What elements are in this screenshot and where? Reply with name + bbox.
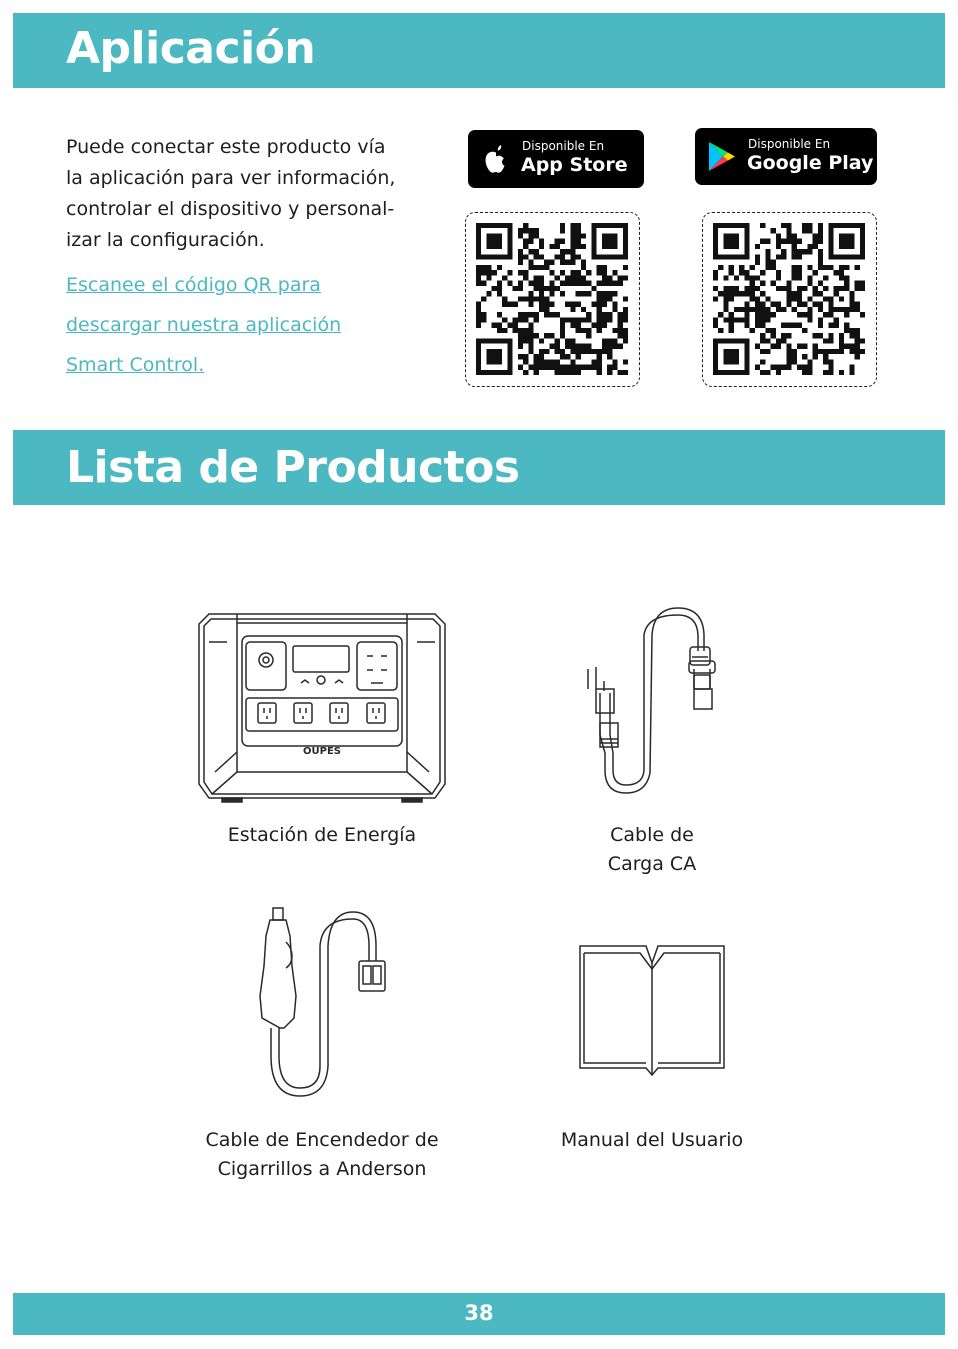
intro-line: Puede conectar este producto vía: [66, 136, 386, 158]
qr-code-google-play[interactable]: [713, 223, 865, 375]
intro-line: la aplicación para ver información,: [66, 167, 396, 189]
section-header-products: [13, 430, 945, 505]
download-link-line[interactable]: Escanee el código QR para: [66, 274, 321, 296]
product-label-manual: Manual del Usuario: [560, 1129, 744, 1151]
brand-logo: OUPES: [303, 746, 341, 757]
page-number: 38: [464, 1301, 494, 1325]
store-name: Google Play: [747, 152, 874, 174]
cigarette-to-anderson-cable-image: [258, 906, 388, 1100]
section-title: Aplicación: [66, 23, 316, 74]
product-label-line: Carga CA: [607, 853, 697, 875]
store-caption: Disponible En: [522, 139, 605, 153]
google-play-logo-icon: [708, 141, 736, 173]
product-label-cig-cable: [172, 1126, 472, 1184]
product-label-line: Cigarrillos a Anderson: [217, 1158, 427, 1180]
qr-code-google-play-frame: [702, 212, 877, 387]
apple-logo-icon: [482, 143, 510, 175]
download-links: [66, 270, 341, 390]
download-link-line[interactable]: descargar nuestra aplicación: [66, 314, 342, 336]
product-label-power-station: Estación de Energía: [227, 824, 417, 846]
section-header-app: [13, 13, 945, 88]
store-caption: Disponible En: [748, 137, 831, 151]
product-label-ac-cable: [552, 821, 752, 879]
intro-paragraph: [66, 132, 436, 256]
power-station-image: [197, 612, 447, 804]
user-manual-image: [578, 943, 726, 1081]
qr-code-app-store-frame: [465, 212, 640, 387]
google-play-button[interactable]: [695, 128, 877, 185]
ac-charging-cable-image: [586, 605, 726, 797]
product-label-line: Cable de Encendedor de: [205, 1129, 439, 1151]
intro-line: controlar el dispositivo y personal-: [66, 198, 395, 220]
qr-code-app-store[interactable]: [476, 223, 628, 375]
download-link-line[interactable]: Smart Control.: [66, 354, 205, 376]
footer-bar: [13, 1293, 945, 1335]
section-title: Lista de Productos: [66, 442, 520, 493]
product-label-line: Cable de: [610, 824, 694, 846]
app-store-button[interactable]: [468, 130, 644, 188]
intro-line: izar la configuración.: [66, 229, 265, 251]
store-name: App Store: [521, 154, 628, 176]
